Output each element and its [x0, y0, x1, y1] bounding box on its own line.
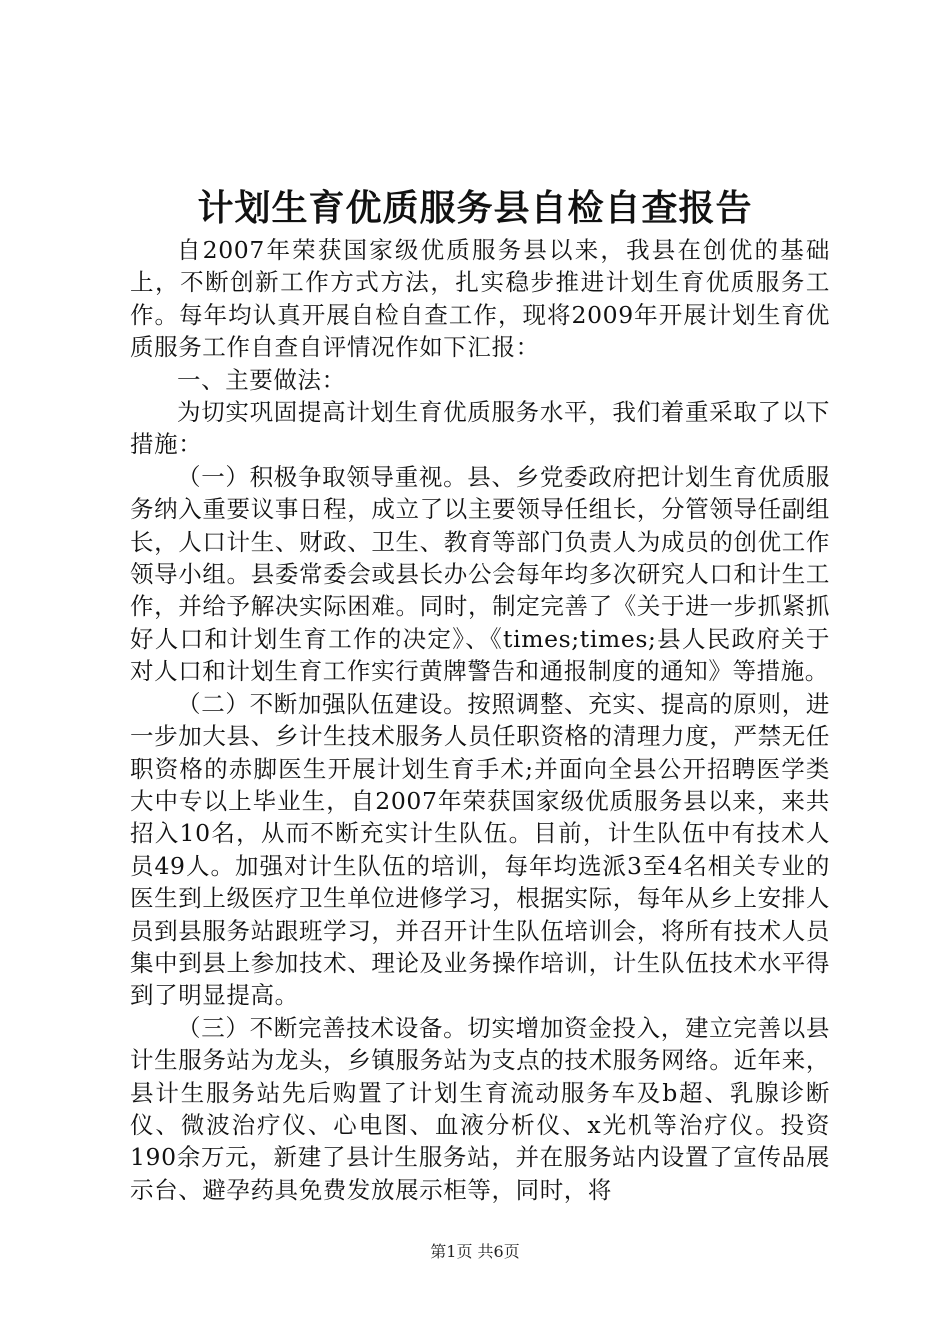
document-body [130, 234, 830, 1206]
paragraph-intro: 自2007年荣获国家级优质服务县以来，我县在创优的基础上，不断创新工作方式方法，扎实稳步推进计划生育优质服务工作。每年均认真开展自检自查工作，现将2009年开展计划生育优质服务工作自查自评情况作如下汇报： [130, 236, 830, 362]
document-title: 计划生育优质服务县自检自查报告 [197, 187, 753, 229]
paragraph-equipment: （三）不断完善技术设备。切实增加资金投入，建立完善以县计生服务站为龙头，乡镇服务站为支点的技术服务网络。近年来，县计生服务站先后购置了计划生育流动服务车及b超、乳腺诊断仪、微波治疗仪、心电图、血液分析仪、x光机等治疗仪。投资190余万元，新建了县计生服务站，并在服务站内设置了宣传品展示台、避孕药具免费发放展示柜等，同时，将 [130, 1013, 830, 1204]
page-number-footer: 第1页 共6页 [430, 1242, 520, 1261]
paragraph-leadership: （一）积极争取领导重视。县、乡党委政府把计划生育优质服务纳入重要议事日程，成立了以主要领导任组长，分管领导任副组长，人口计生、财政、卫生、教育等部门负责人为成员的创优工作领导小组。县委常委会或县长办公会每年均多次研究人口和计生工作，并给予解决实际困难。同时，制定完善了《关于进一步抓紧抓好人口和计划生育工作的决定》、《times;times;县人民政府关于对人口和计划生育工作实行黄牌警告和通报制度的通知》等措施。 [130, 462, 830, 686]
paragraph-section-heading: 一、主要做法： [177, 365, 346, 394]
paragraph-measures-lead: 为切实巩固提高计划生育优质服务水平，我们着重采取了以下措施： [130, 398, 830, 459]
paragraph-team-building: （二）不断加强队伍建设。按照调整、充实、提高的原则，进一步加大县、乡计生技术服务人员任职资格的清理力度，严禁无任职资格的赤脚医生开展计划生育手术;并面向全县公开招聘医学类大中专以上毕业生，自2007年荣获国家级优质服务县以来，来共招入10名，从而不断充实计生队伍。目前，计生队伍中有技术人员49人。加强对计生队伍的培训，每年均选派3至4名相关专业的医生到上级医疗卫生单位进修学习，根据实际，每年从乡上安排人员到县服务站跟班学习，并召开计生队伍培训会，将所有技术人员集中到县上参加技术、理论及业务操作培训，计生队伍技术水平得到了明显提高。 [130, 689, 830, 1010]
